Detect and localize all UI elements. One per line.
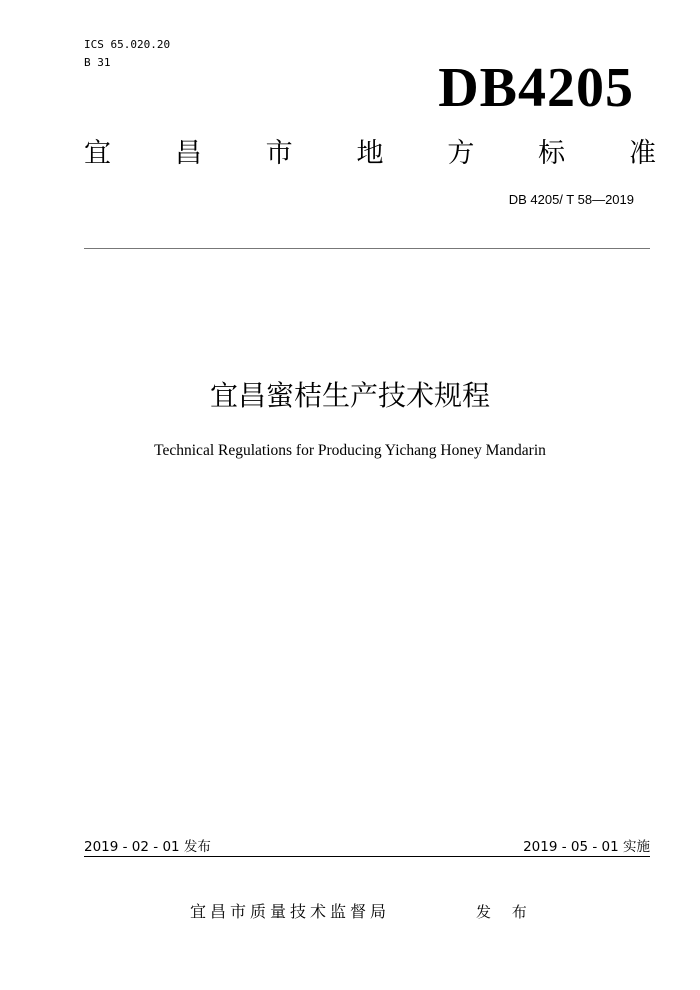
standard-type-char: 地 bbox=[356, 138, 384, 169]
ics-code: ICS 65.020.20 bbox=[84, 38, 171, 51]
standard-type-char: 宜 bbox=[84, 138, 111, 169]
implementation-date: 2019 - 05 - 01 实施 bbox=[523, 839, 650, 855]
issue-date: 2019 - 02 - 01 发布 bbox=[84, 839, 211, 855]
footer-divider bbox=[84, 856, 650, 857]
classification-codes bbox=[84, 36, 170, 72]
standard-number: DB 4205/ T 58—2019 bbox=[508, 192, 634, 207]
standard-type-heading bbox=[84, 136, 656, 172]
document-title-chinese: 宜昌蜜桔生产技术规程 bbox=[209, 379, 490, 412]
standard-type-char: 市 bbox=[265, 138, 293, 169]
standard-logo: DB4205 bbox=[438, 57, 634, 119]
issuing-authority: 宜昌市质量技术监督局 bbox=[190, 902, 391, 921]
standard-type-char: 标 bbox=[538, 138, 566, 169]
header-divider bbox=[84, 248, 650, 249]
publish-label: 发 布 bbox=[476, 903, 535, 921]
ccs-code: B 31 bbox=[84, 56, 111, 69]
document-title-english: Technical Regulations for Producing Yichang Honey Mandarin bbox=[154, 442, 546, 459]
standard-type-char: 昌 bbox=[174, 138, 202, 169]
standard-type-char: 准 bbox=[628, 138, 656, 169]
standard-type-char: 方 bbox=[447, 138, 475, 169]
